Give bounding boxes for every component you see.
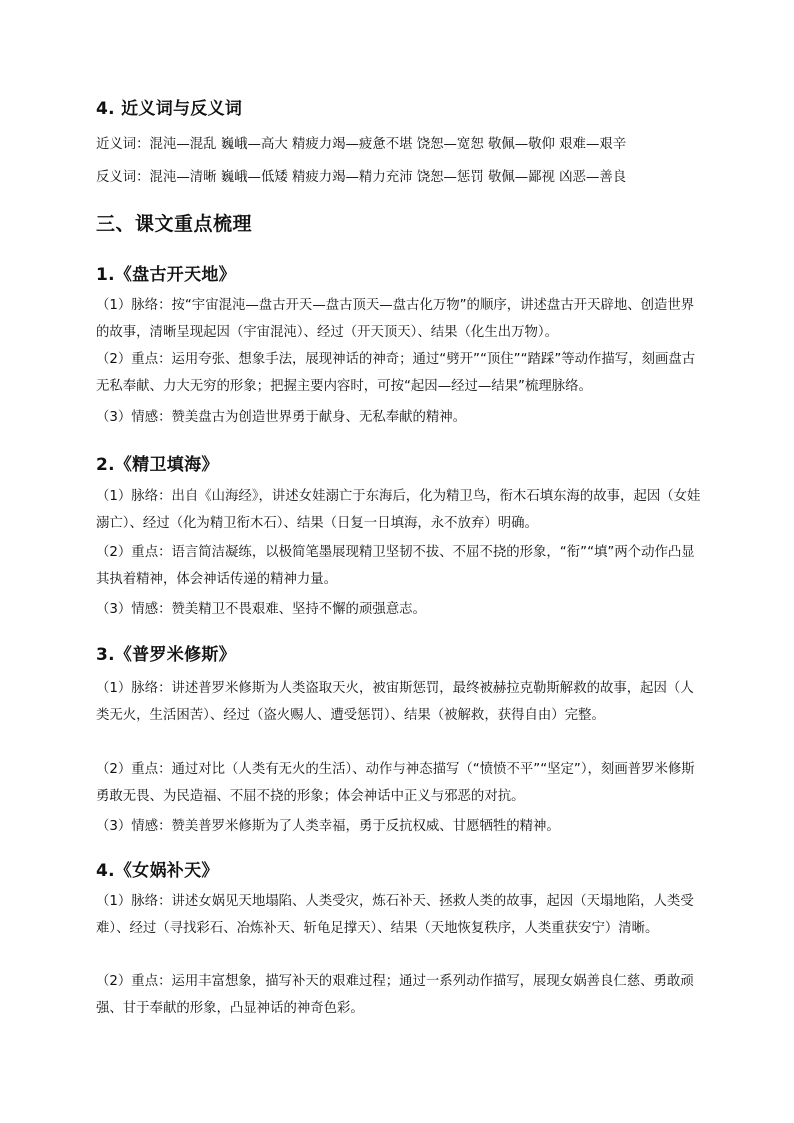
lesson-1-focus: （2）重点：运用夸张、想象手法，展现神话的神奇；通过“劈开”“顶住”“踏踩”等动作描写，刻画盘古无私奉献、力大无穷的形象；把握主要内容时，可按“起因—经过—结果”梳理脉络。 [96,352,696,394]
lesson-1-context: （1）脉络：按“宇宙混沌—盘古开天—盘古顶天—盘古化万物”的顺序，讲述盘古开天辟地、创造世界的故事，清晰呈现起因（宇宙混沌）、经过（开天顶天）、结果（化生出万物）。 [96,298,695,340]
lesson-3-context: （1）脉络：讲述普罗米修斯为人类盗取天火，被宙斯惩罚，最终被赫拉克勒斯解救的故事，起因（人类无火，生活困苦）、经过（盗火赐人、遭受惩罚）、结果（被解救，获得自由）完整。 [96,681,694,723]
lesson-2-heading: 2.《精卫填海》 [96,455,219,475]
lesson-1-emotion: （3）情感：赞美盘古为创造世界勇于献身、无私奉献的精神。 [96,410,467,425]
lesson-3-heading: 3.《普罗米修斯》 [96,645,236,665]
lesson-2-emotion: （3）情感：赞美精卫不畏艰难、坚持不懈的顽强意志。 [96,602,426,617]
lesson-4-focus: （2）重点：运用丰富想象，描写补天的艰难过程；通过一系列动作描写，展现女娲善良仁慈、勇敢顽强、甘于奉献的形象，凸显神话的神奇色彩。 [96,974,694,1016]
lesson-1-heading: 1.《盘古开天地》 [96,265,236,285]
lesson-4-heading: 4.《女娲补天》 [96,861,219,881]
lesson-4-context: （1）脉络：讲述女娲见天地塌陷、人类受灾，炼石补天、拯救人类的故事，起因（天塌地陷，人类受难）、经过（寻找彩石、冶炼补天、斩龟足撑天）、结果（天地恢复秩序，人类重获安宁）清晰。 [96,894,694,936]
lesson-3-focus: （2）重点：通过对比（人类有无火的生活）、动作与神态描写（“愤愤不平”“坚定”），刻画普罗米修斯勇敢无畏、为民造福、不屈不挠的形象；体会神话中正义与邪恶的对抗。 [96,762,695,804]
lesson-3-emotion: （3）情感：赞美普罗米修斯为了人类幸福，勇于反抗权威、甘愿牺牲的精神。 [96,819,560,834]
lesson-2-context: （1）脉络：出自《山海经》，讲述女娃溺亡于东海后，化为精卫鸟，衔木石填东海的故事，起因（女娃溺亡）、经过（化为精卫衔木石）、结果（日复一日填海，永不放弃）明确。 [96,489,701,531]
synonyms-line: 近义词：混沌—混乱 巍峨—高大 精疲力竭—疲惫不堪 饶恕—宽恕 敬佩—敬仰 艰难—艰辛 [96,137,627,152]
section-heading: 三、课文重点梳理 [96,213,253,235]
antonyms-line: 反义词：混沌—清晰 巍峨—低矮 精疲力竭—精力充沛 饶恕—惩罚 敬佩—鄙视 凶恶—善良 [96,170,627,185]
vocab-heading: 4. 近义词与反义词 [96,99,243,119]
lesson-2-focus: （2）重点：语言简洁凝练，以极简笔墨展现精卫坚韧不拔、不屈不挠的形象，“衔”“填”两个动作凸显其执着精神，体会神话传递的精神力量。 [96,545,695,587]
